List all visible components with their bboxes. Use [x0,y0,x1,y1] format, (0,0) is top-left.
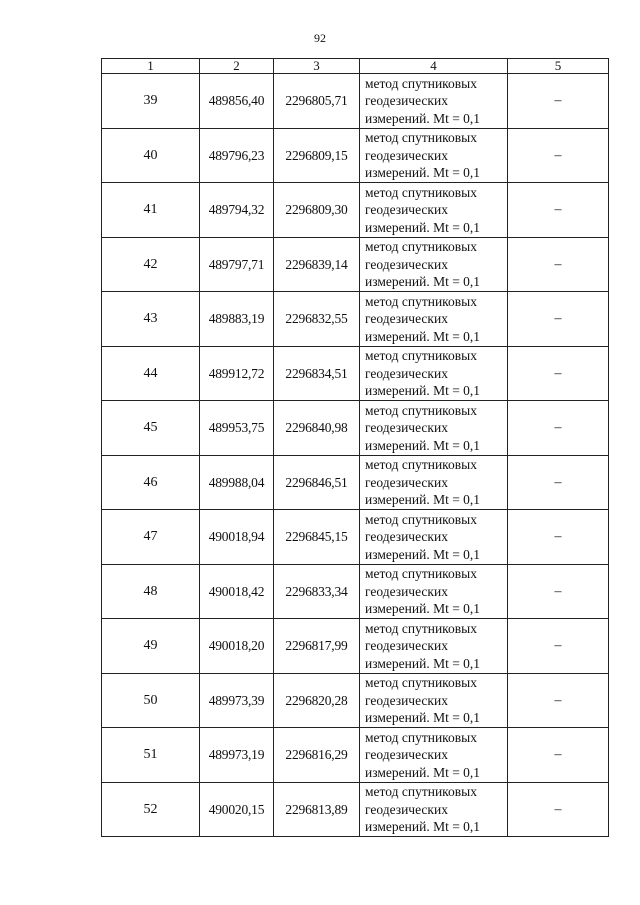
note-cell: – [508,183,609,238]
method-line: измерений. Mt = 0,1 [365,655,481,671]
method-line: измерений. Mt = 0,1 [365,546,481,562]
page-number: 92 [314,31,326,45]
note-cell: – [508,564,609,619]
column-header-5: 5 [508,59,609,74]
note-cell: – [508,292,609,347]
table-row [102,455,609,510]
method-line: измерений. Mt = 0,1 [365,219,481,235]
table-header-row [102,59,609,74]
x-coordinate-cell: 489988,04 [200,455,274,510]
y-coordinate-cell: 2296845,15 [274,510,360,565]
method-line: метод спутниковых [365,348,477,363]
method-cell [360,510,508,565]
method-line: измерений. Mt = 0,1 [365,764,481,780]
point-number-cell: 39 [102,74,200,129]
note-cell: – [508,346,609,401]
table-row [102,728,609,783]
method-cell [360,128,508,183]
point-number-cell: 47 [102,510,200,565]
method-line: геодезических [365,365,448,381]
y-coordinate-cell: 2296846,51 [274,455,360,510]
point-number-cell: 51 [102,728,200,783]
y-coordinate-cell: 2296832,55 [274,292,360,347]
method-line: геодезических [365,801,448,817]
point-number-cell: 41 [102,183,200,238]
method-line: метод спутниковых [365,729,477,745]
method-line: метод спутниковых [365,239,477,254]
method-line: метод спутниковых [365,675,477,690]
method-line: измерений. Mt = 0,1 [365,601,481,616]
table-row [102,183,609,238]
point-number-cell: 46 [102,455,200,510]
point-number-cell: 43 [102,292,200,347]
table-row [102,346,609,401]
method-line: геодезических [365,311,448,326]
method-line: геодезических [365,474,448,490]
table-row [102,782,609,837]
method-line: метод спутниковых [365,566,477,581]
x-coordinate-cell: 489856,40 [200,74,274,129]
note-cell: – [508,728,609,783]
method-cell [360,74,508,129]
table-row [102,292,609,347]
column-header-1: 1 [102,59,200,74]
method-line: геодезических [365,692,448,708]
point-number-cell: 49 [102,619,200,674]
method-line: метод спутниковых [365,784,477,799]
method-cell [360,619,508,674]
method-cell [360,401,508,456]
table-row [102,237,609,292]
y-coordinate-cell: 2296817,99 [274,619,360,674]
method-line: метод спутниковых [365,184,477,200]
method-line: метод спутниковых [365,293,477,309]
method-cell [360,455,508,510]
note-cell: – [508,619,609,674]
method-line: геодезических [365,583,448,599]
table-row [102,564,609,619]
note-cell: – [508,782,609,837]
method-line: измерений. Mt = 0,1 [365,819,481,834]
y-coordinate-cell: 2296839,14 [274,237,360,292]
table-row [102,74,609,129]
x-coordinate-cell: 489912,72 [200,346,274,401]
method-line: метод спутниковых [365,620,477,636]
table-row [102,619,609,674]
column-header-4: 4 [360,59,508,74]
method-line: геодезических [365,202,448,217]
method-line: метод спутниковых [365,457,477,472]
method-line: геодезических [365,747,448,762]
y-coordinate-cell: 2296833,34 [274,564,360,619]
method-cell [360,292,508,347]
column-header-2: 2 [200,59,274,74]
table-row [102,510,609,565]
point-number-cell: 40 [102,128,200,183]
table-row [102,673,609,728]
method-line: геодезических [365,638,448,653]
point-number-cell: 45 [102,401,200,456]
x-coordinate-cell: 489797,71 [200,237,274,292]
x-coordinate-cell: 489953,75 [200,401,274,456]
method-line: геодезических [365,420,448,435]
note-cell: – [508,673,609,728]
method-line: метод спутниковых [365,511,477,527]
coordinates-table [101,58,609,837]
x-coordinate-cell: 489883,19 [200,292,274,347]
x-coordinate-cell: 490018,42 [200,564,274,619]
note-cell: – [508,74,609,129]
method-line: геодезических [365,93,448,108]
x-coordinate-cell: 489796,23 [200,128,274,183]
note-cell: – [508,510,609,565]
method-line: измерений. Mt = 0,1 [365,437,481,453]
table-row [102,401,609,456]
method-cell [360,673,508,728]
method-line: геодезических [365,256,448,272]
method-line: измерений. Mt = 0,1 [365,710,481,725]
y-coordinate-cell: 2296840,98 [274,401,360,456]
point-number-cell: 42 [102,237,200,292]
method-cell [360,346,508,401]
method-line: измерений. Mt = 0,1 [365,110,481,126]
note-cell: – [508,237,609,292]
method-line: геодезических [365,147,448,163]
method-cell [360,183,508,238]
y-coordinate-cell: 2296805,71 [274,74,360,129]
x-coordinate-cell: 489973,39 [200,673,274,728]
x-coordinate-cell: 490018,20 [200,619,274,674]
point-number-cell: 52 [102,782,200,837]
method-cell [360,728,508,783]
table-row [102,128,609,183]
method-line: измерений. Mt = 0,1 [365,383,481,398]
point-number-cell: 48 [102,564,200,619]
y-coordinate-cell: 2296809,30 [274,183,360,238]
method-line: метод спутниковых [365,402,477,418]
method-line: измерений. Mt = 0,1 [365,328,481,344]
method-line: метод спутниковых [365,75,477,91]
point-number-cell: 44 [102,346,200,401]
method-line: измерений. Mt = 0,1 [365,165,481,180]
x-coordinate-cell: 490018,94 [200,510,274,565]
x-coordinate-cell: 490020,15 [200,782,274,837]
y-coordinate-cell: 2296809,15 [274,128,360,183]
method-line: геодезических [365,529,448,544]
y-coordinate-cell: 2296816,29 [274,728,360,783]
method-line: измерений. Mt = 0,1 [365,274,481,289]
method-cell [360,782,508,837]
method-cell [360,237,508,292]
point-number-cell: 50 [102,673,200,728]
note-cell: – [508,128,609,183]
x-coordinate-cell: 489973,19 [200,728,274,783]
y-coordinate-cell: 2296834,51 [274,346,360,401]
method-cell [360,564,508,619]
y-coordinate-cell: 2296813,89 [274,782,360,837]
note-cell: – [508,455,609,510]
column-header-3: 3 [274,59,360,74]
method-line: измерений. Mt = 0,1 [365,492,481,507]
method-line: метод спутниковых [365,130,477,145]
note-cell: – [508,401,609,456]
y-coordinate-cell: 2296820,28 [274,673,360,728]
x-coordinate-cell: 489794,32 [200,183,274,238]
